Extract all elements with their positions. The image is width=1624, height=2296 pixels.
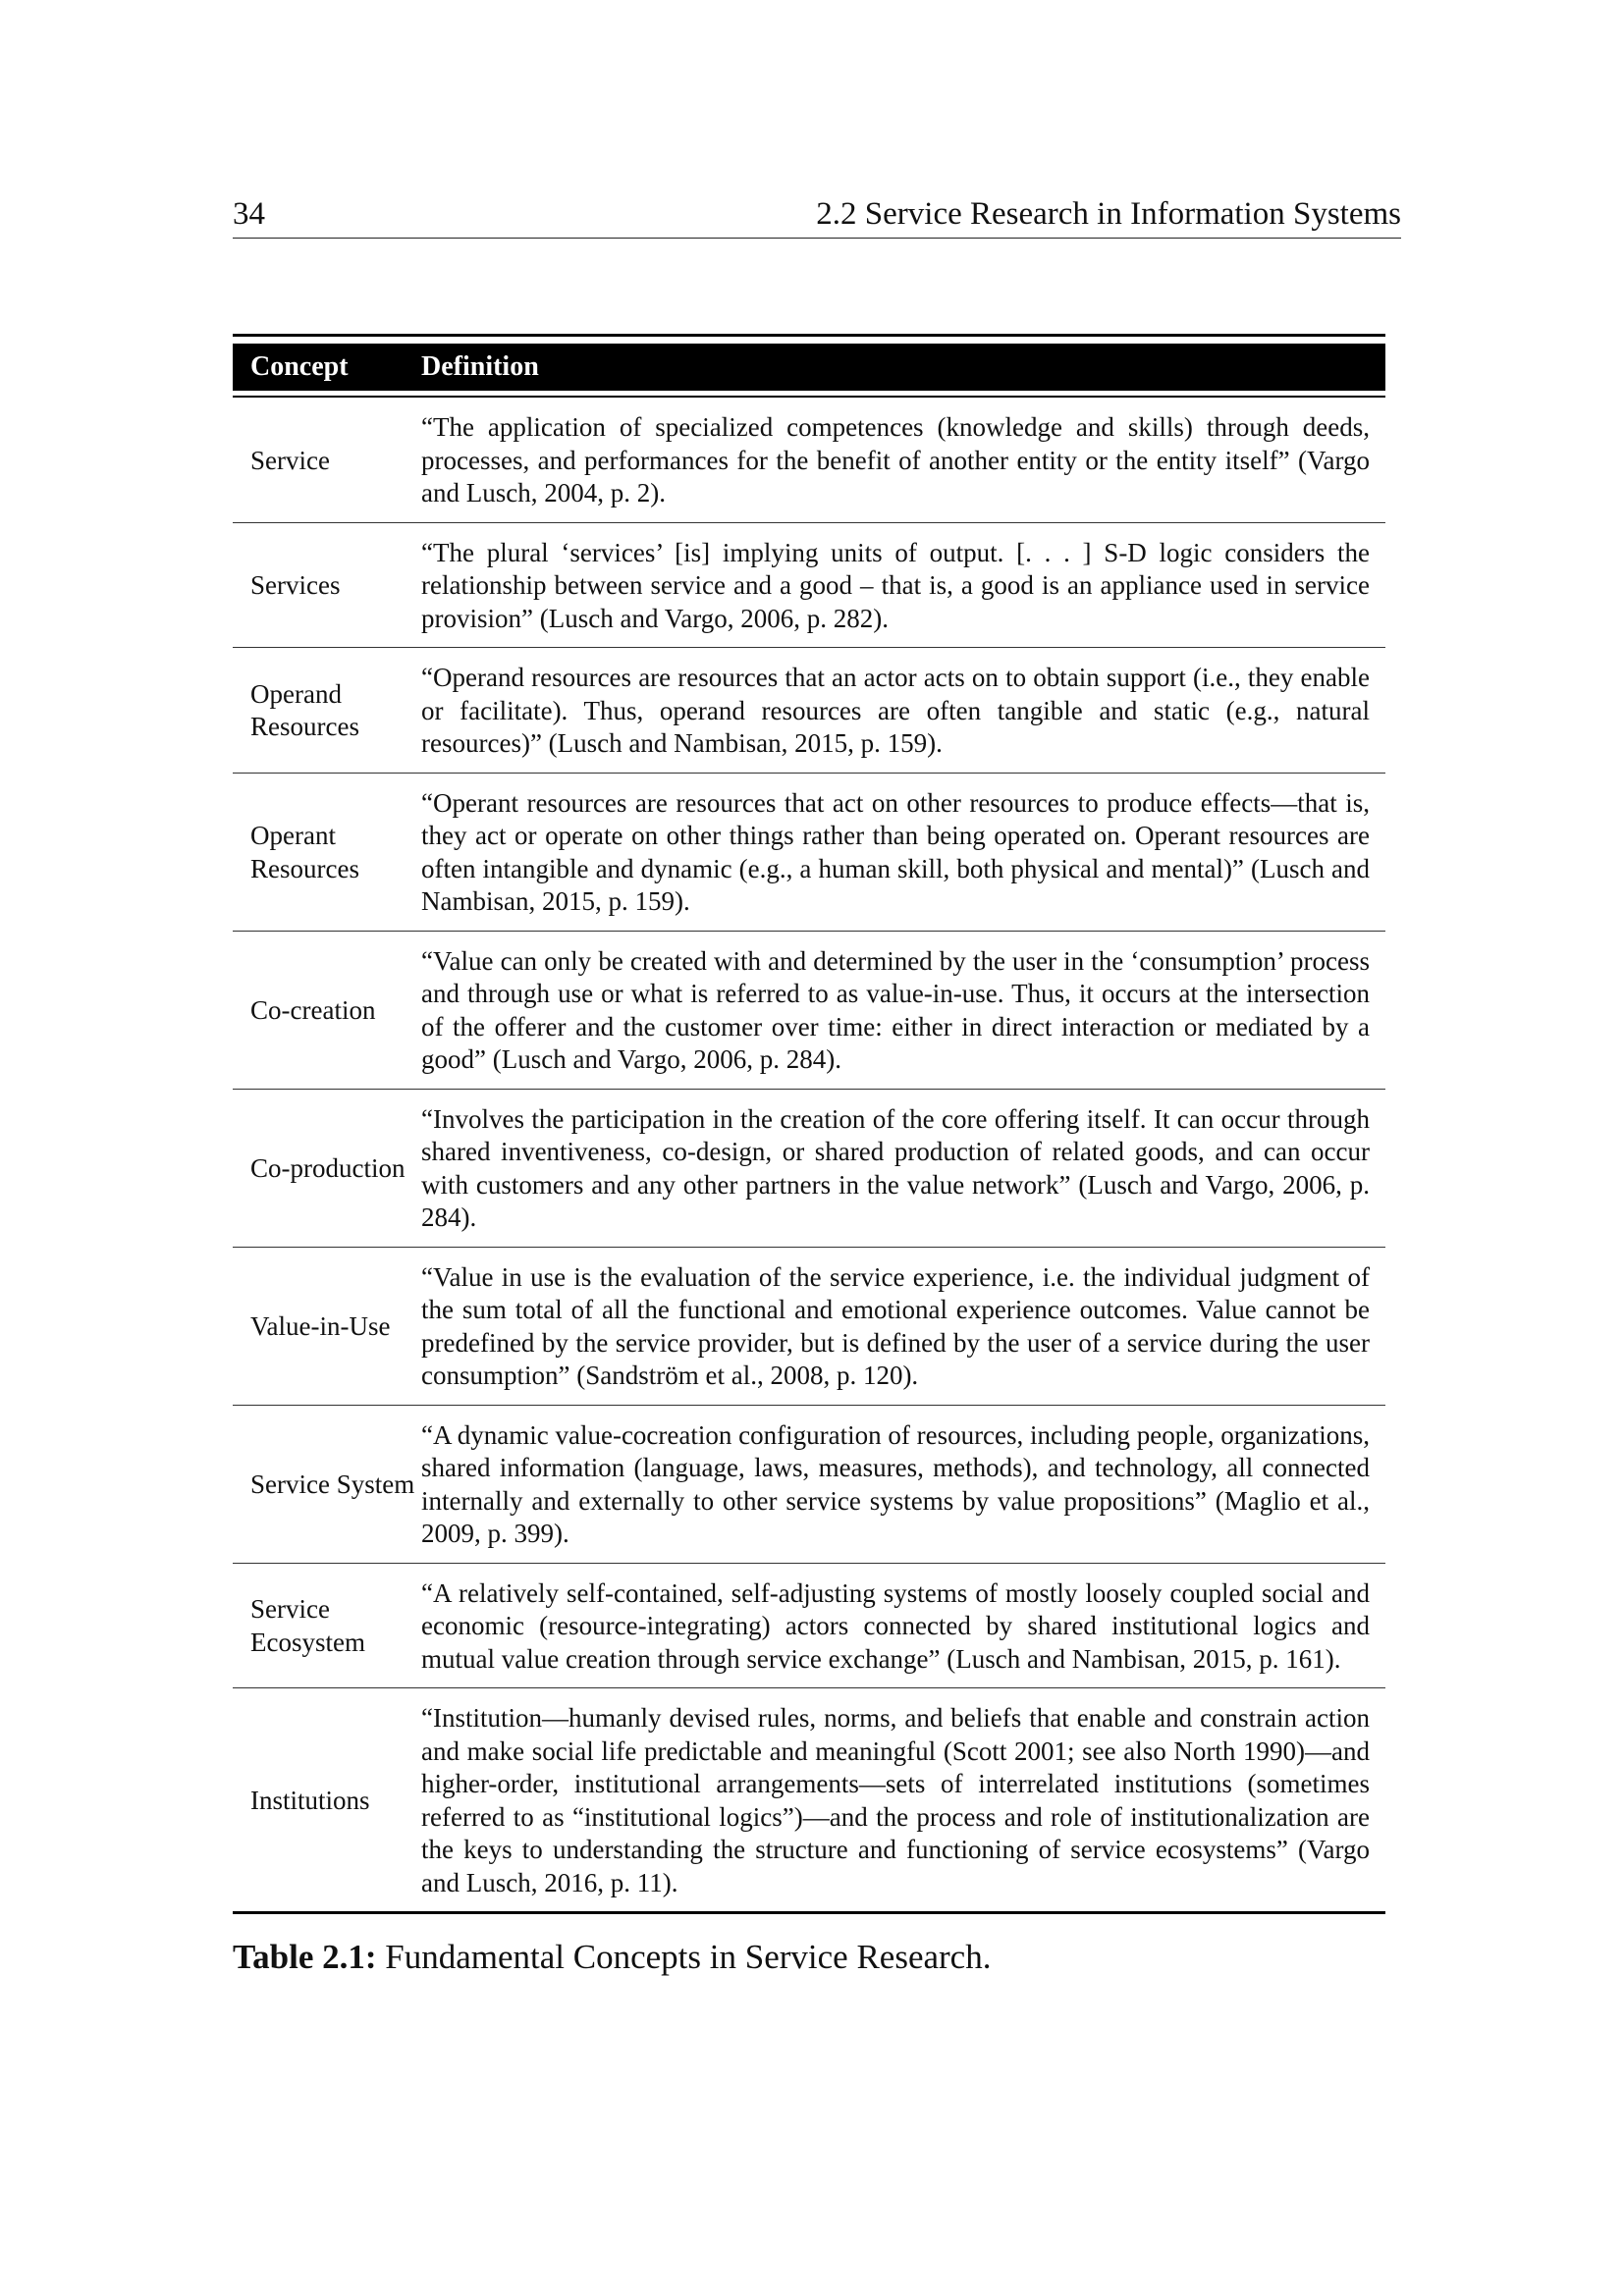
- definition-cell: “The plural ‘services’ [is] implying units of output. [. . . ] S-D logic considers the relationship between service and a good – that is, a good is an appliance used in service provision” (Lusch and Vargo, 2006, p. 282).: [421, 537, 1370, 633]
- definition-cell: “A dynamic value-cocreation configuration of resources, including people, organizations, shared information (language, laws, measures, methods), and technology, all connected internally and externally to other service systems by value propositions” (Maglio et al., 2009, p. 399).: [421, 1419, 1370, 1548]
- table-row: [233, 523, 1385, 649]
- concept-cell: Institutions: [250, 1785, 370, 1815]
- definition-cell: “Operand resources are resources that an actor acts on to obtain support (i.e., they enable or facilitate). Thus, operand resources are often tangible and static (e.g., natural resources)” (Lusch and Nambisan, 2015, p. 159).: [421, 663, 1370, 758]
- column-header-definition: Definition: [421, 351, 539, 382]
- definition-cell: “Institution—humanly devised rules, norms, and beliefs that enable and constrain action and make social life predictable and meaningful (Scott 2001; see also North 1990)—and higher-order, institutional arrangements—sets of interrelated institutions (sometimes referred to as “institutional logics”)—and the process and role of institutionalization are the keys to understanding the structure and functioning of service ecosystems” (Vargo and Lusch, 2016, p. 11).: [421, 1703, 1370, 1897]
- definition-cell: “A relatively self-contained, self-adjusting systems of mostly loosely coupled social and economic (resource-integrating) actors connected by shared institutional logics and mutual value creation through service exchange” (Lusch and Nambisan, 2015, p. 161).: [421, 1577, 1370, 1674]
- concept-cell: Service Ecosystem: [250, 1594, 365, 1657]
- concept-cell: Service: [250, 445, 330, 475]
- table-top-rule: [233, 334, 1385, 337]
- section-title: 2.2 Service Research in Information Systems: [816, 196, 1401, 232]
- table-row: [233, 774, 1385, 932]
- definition-cell: “The application of specialized competences (knowledge and skills) through deeds, processes, and performances for the benefit of another entity or the entity itself” (Vargo and Lusch, 2004, p. 2).: [421, 412, 1370, 507]
- concept-cell: Value-in-Use: [250, 1310, 391, 1341]
- caption-label: Table 2.1:: [233, 1938, 377, 1976]
- column-header-concept: Concept: [250, 351, 349, 382]
- definition-cell: “Operant resources are resources that act on other resources to produce effects—that is, they act or operate on other things rather than being operated on. Operant resources are often intangible and dynamic (e.g., a human skill, both physical and mental)” (Lusch and Nambisan, 2015, p. 159).: [421, 787, 1370, 916]
- table-row: [233, 1406, 1385, 1564]
- table-caption: [233, 1936, 1385, 1979]
- definition-cell: “Involves the participation in the creation of the core offering itself. It can occur through shared inventiveness, co-design, or shared production of related goods, and can occur with customers and any other partners in the value network” (Lusch and Vargo, 2006, p. 284).: [421, 1103, 1370, 1232]
- concepts-table: [233, 334, 1385, 1979]
- table-header-row: [233, 344, 1385, 391]
- caption-text: Fundamental Concepts in Service Research.: [385, 1938, 992, 1976]
- table-row: [233, 1564, 1385, 1689]
- page-number: 34: [233, 196, 265, 232]
- concept-cell: Co-production: [250, 1152, 406, 1183]
- table-row: [233, 648, 1385, 774]
- concept-cell: Service System: [250, 1468, 415, 1499]
- table-row: [233, 1248, 1385, 1406]
- table-row: [233, 1090, 1385, 1248]
- table-row: [233, 398, 1385, 523]
- concept-cell: Operand Resources: [250, 678, 359, 742]
- table-row: [233, 932, 1385, 1090]
- running-header: [233, 188, 1401, 239]
- table-row: [233, 1688, 1385, 1914]
- concept-cell: Services: [250, 570, 341, 600]
- definition-cell: “Value in use is the evaluation of the service experience, i.e. the individual judgment of the sum total of all the functional and emotional experience outcomes. Value cannot be predefined by the service provider, but is defined by the user of a service during the user consumption” (Sandström et al., 2008, p. 120).: [421, 1261, 1370, 1390]
- definition-cell: “Value can only be created with and determined by the user in the ‘consumption’ process and through use or what is referred to as value-in-use. Thus, it occurs at the intersection of the offerer and the customer over time: either in direct interaction or mediated by a good” (Lusch and Vargo, 2006, p. 284).: [421, 945, 1370, 1074]
- concept-cell: Co-creation: [250, 994, 376, 1025]
- concept-cell: Operant Resources: [250, 821, 359, 883]
